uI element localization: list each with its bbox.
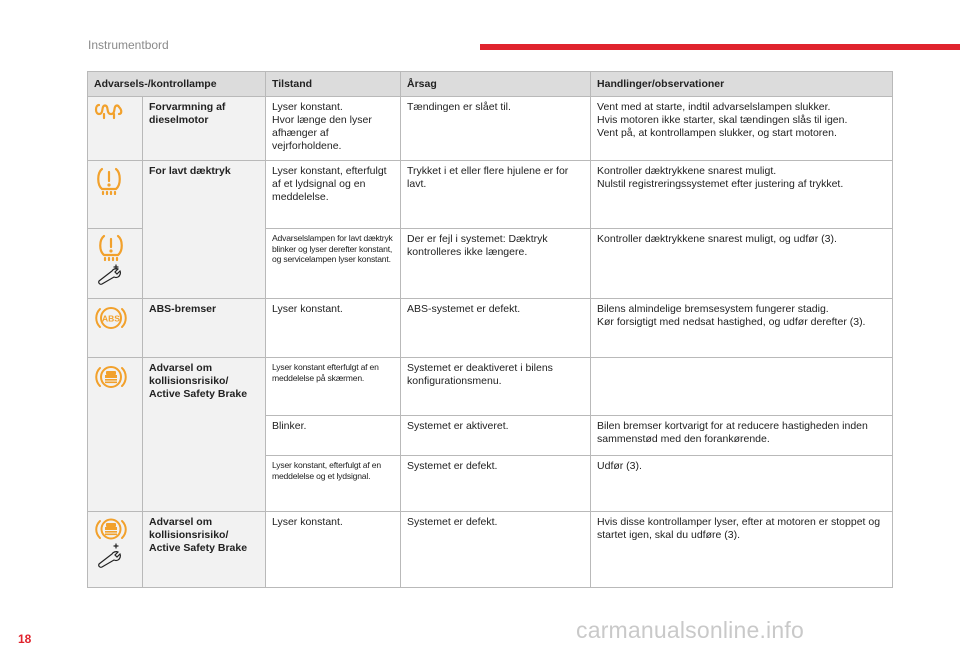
- table-row: [88, 299, 893, 358]
- lamp-name: Advarsel om kollisionsrisiko/ Active Safety Brake: [143, 358, 266, 512]
- lamp-state: Lyser konstant, efterfulgt af en meddelelse og et lydsignal.: [266, 456, 401, 512]
- lamp-state: Lyser konstant, efterfulgt af et lydsignal og en meddelelse.: [266, 161, 401, 229]
- lamp-action: Kontroller dæktrykkene snarest muligt, og udfør (3).: [591, 229, 893, 299]
- table-header-row: [88, 72, 893, 97]
- table-row: [88, 512, 893, 588]
- lamp-name: Advarsel om kollisionsrisiko/ Active Safety Brake: [143, 512, 266, 588]
- table-row: [88, 97, 893, 161]
- column-header-state: Tilstand: [266, 72, 401, 97]
- lamp-action: [591, 358, 893, 416]
- lamp-icon-cell: [88, 97, 143, 161]
- lamp-state: Lyser konstant efterfulgt af en meddelelse på skærmen.: [266, 358, 401, 416]
- watermark: carmanualsonline.info: [576, 617, 804, 643]
- table-row: [88, 358, 893, 416]
- warning-lamps-table: [87, 71, 893, 588]
- lamp-icon-cell: [88, 299, 143, 358]
- lamp-icon-cell: [88, 229, 143, 299]
- column-header-lamp: Advarsels-/kontrollampe: [88, 72, 266, 97]
- lamp-cause: Systemet er aktiveret.: [401, 416, 591, 456]
- page-number: 18: [18, 632, 32, 646]
- svg-text:ABS: ABS: [102, 313, 120, 324]
- lamp-action: Vent med at starte, indtil advarselslampen slukker. Hvis motoren ikke starter, skal tændingen slås til igen. Vent på, at kontrollampen slukker, og start motoren.: [591, 97, 893, 161]
- tyre-pressure-service-icon: [94, 233, 128, 289]
- section-title: Instrumentbord: [88, 38, 169, 52]
- lamp-cause: Systemet er defekt.: [401, 512, 591, 588]
- lamp-state: Lyser konstant. Hvor længe den lyser afhænger af vejrforholdene.: [266, 97, 401, 161]
- lamp-state: Blinker.: [266, 416, 401, 456]
- lamp-name: ABS-bremser: [143, 299, 266, 358]
- abs-icon: [94, 303, 128, 337]
- lamp-cause: Systemet er defekt.: [401, 456, 591, 512]
- lamp-icon-cell: [88, 161, 143, 229]
- glow-plug-icon: [94, 101, 124, 125]
- lamp-name: For lavt dæktryk: [143, 161, 266, 299]
- lamp-name: Forvarmning af dieselmotor: [143, 97, 266, 161]
- lamp-action: Bilens almindelige bremsesystem fungerer stadig. Kør forsigtigt med nedsat hastighed, og udfør derefter (3).: [591, 299, 893, 358]
- tyre-pressure-icon: [94, 165, 124, 199]
- collision-risk-icon: [94, 362, 128, 396]
- lamp-cause: Tændingen er slået til.: [401, 97, 591, 161]
- lamp-cause: ABS-systemet er defekt.: [401, 299, 591, 358]
- column-header-action: Handlinger/observationer: [591, 72, 893, 97]
- lamp-cause: Trykket i et eller flere hjulene er for lavt.: [401, 161, 591, 229]
- lamp-cause: Systemet er deaktiveret i bilens konfigurationsmenu.: [401, 358, 591, 416]
- lamp-action: Kontroller dæktrykkene snarest muligt. Nulstil registreringssystemet efter justering af trykket.: [591, 161, 893, 229]
- lamp-icon-cell: [88, 358, 143, 512]
- lamp-state: Advarselslampen for lavt dæktryk blinker og lyser derefter konstant, og servicelampen lyser konstant.: [266, 229, 401, 299]
- lamp-cause: Der er fejl i systemet: Dæktryk kontrolleres ikke længere.: [401, 229, 591, 299]
- lamp-action: Bilen bremser kortvarigt for at reducere hastigheden inden sammenstød med den forankørende.: [591, 416, 893, 456]
- lamp-state: Lyser konstant.: [266, 512, 401, 588]
- column-header-cause: Årsag: [401, 72, 591, 97]
- lamp-action: Hvis disse kontrollamper lyser, efter at motoren er stoppet og startet igen, skal du udføre (3).: [591, 512, 893, 588]
- table-row: [88, 161, 893, 229]
- lamp-action: Udfør (3).: [591, 456, 893, 512]
- lamp-icon-cell: [88, 512, 143, 588]
- lamp-state: Lyser konstant.: [266, 299, 401, 358]
- collision-risk-service-icon: [94, 516, 128, 576]
- header-accent-bar: [480, 44, 960, 50]
